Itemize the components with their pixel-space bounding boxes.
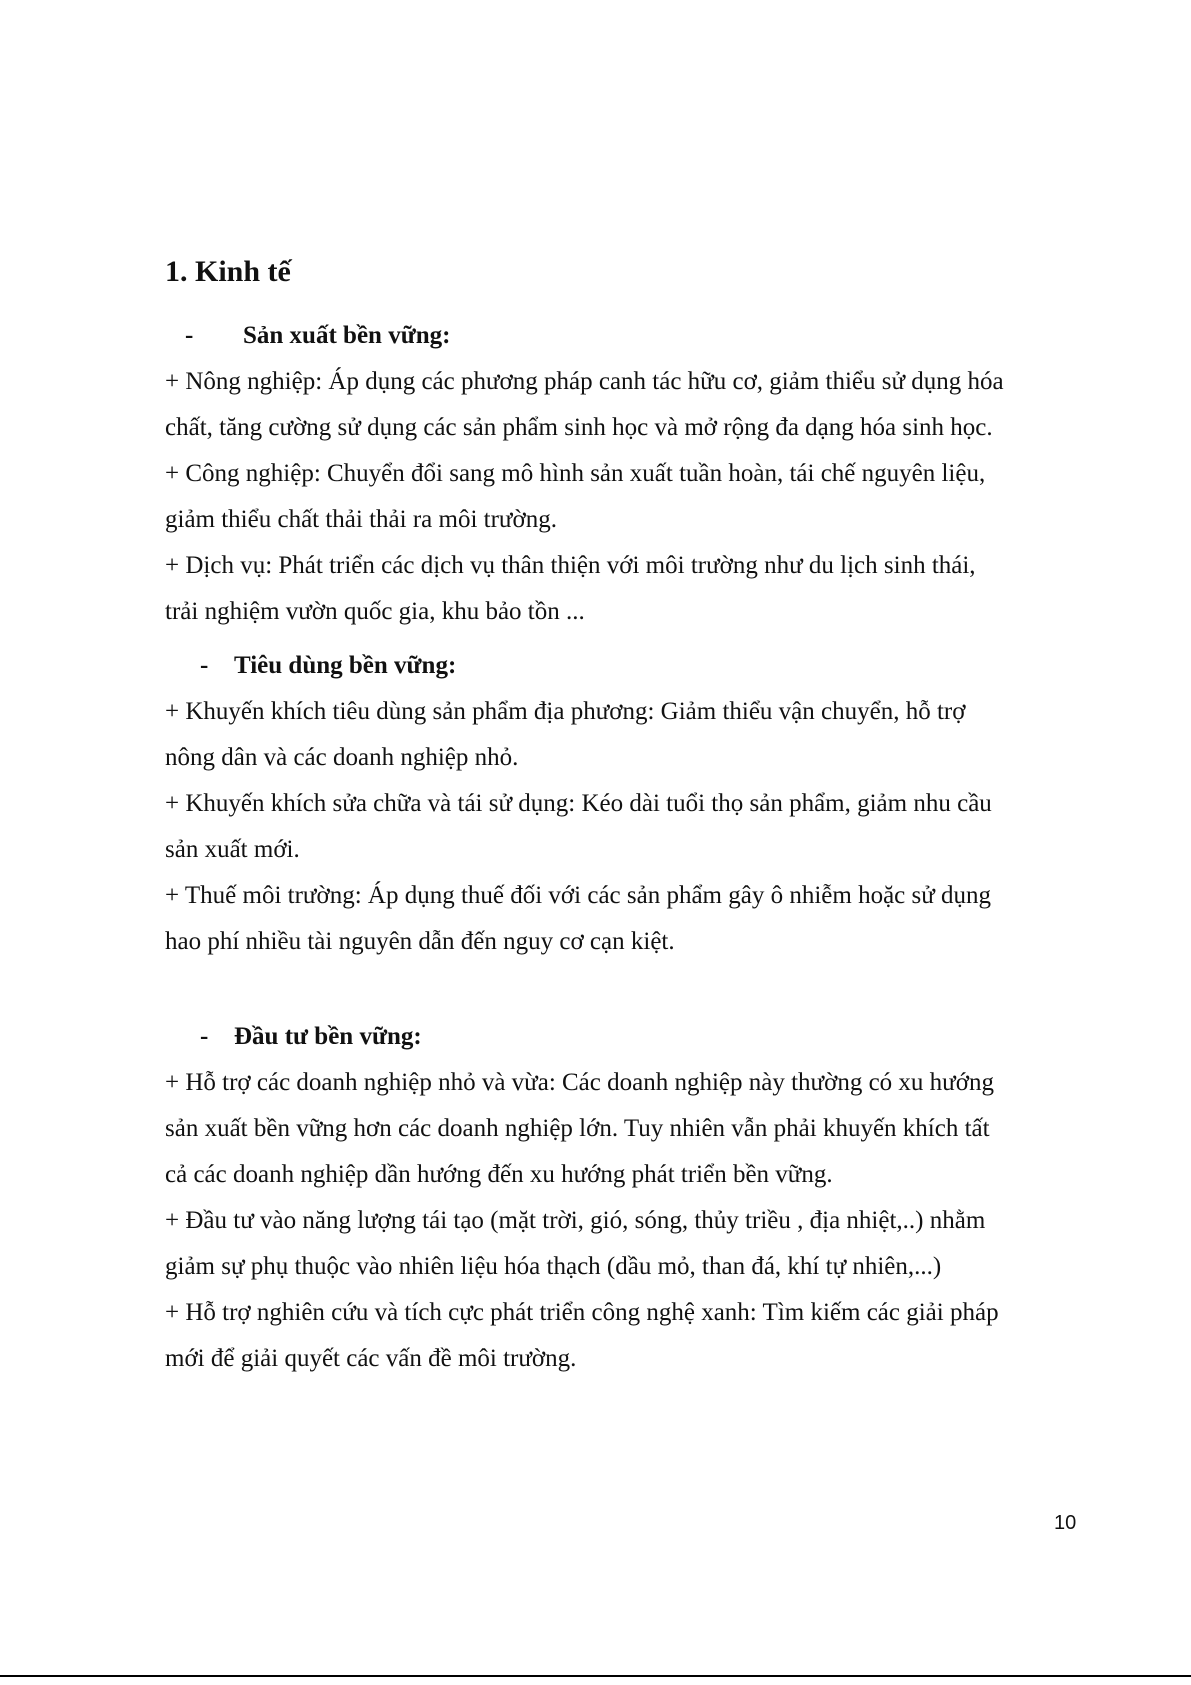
paragraph-line: + Hỗ trợ các doanh nghiệp nhỏ và vừa: Các doanh nghiệp này thường có xu hướng: [165, 1069, 994, 1096]
paragraph-line: cả các doanh nghiệp dần hướng đến xu hướng phát triển bền vững.: [165, 1161, 833, 1188]
paragraph-line: + Khuyến khích tiêu dùng sản phẩm địa phương: Giảm thiểu vận chuyển, hỗ trợ: [165, 698, 966, 725]
paragraph-line: trải nghiệm vườn quốc gia, khu bảo tồn ...: [165, 598, 585, 625]
section-heading: 1. Kinh tế: [165, 255, 291, 288]
paragraph-line: giảm thiểu chất thải thải ra môi trường.: [165, 506, 557, 533]
paragraph-line: giảm sự phụ thuộc vào nhiên liệu hóa thạch (dầu mỏ, than đá, khí tự nhiên,...): [165, 1253, 942, 1280]
subsection-title-text: Sản xuất bền vững:: [243, 322, 451, 349]
paragraph-line: chất, tăng cường sử dụng các sản phẩm sinh học và mở rộng đa dạng hóa sinh học.: [165, 414, 993, 441]
paragraph-line: + Dịch vụ: Phát triển các dịch vụ thân thiện với môi trường như du lịch sinh thái,: [165, 552, 976, 579]
page-number: 10: [1054, 1512, 1077, 1534]
paragraph-line: + Đầu tư vào năng lượng tái tạo (mặt trời, gió, sóng, thủy triều , địa nhiệt,..) nhằm: [165, 1207, 986, 1234]
paragraph-line: sản xuất mới.: [165, 836, 300, 863]
paragraph-line: + Khuyến khích sửa chữa và tái sử dụng: Kéo dài tuổi thọ sản phẩm, giảm nhu cầu: [165, 790, 992, 817]
subsection-title-text: Tiêu dùng bền vững:: [234, 652, 457, 679]
paragraph-line: sản xuất bền vững hơn các doanh nghiệp lớn. Tuy nhiên vẫn phải khuyến khích tất: [165, 1115, 990, 1142]
bullet-dash: -: [200, 652, 209, 679]
paragraph-line: nông dân và các doanh nghiệp nhỏ.: [165, 744, 519, 771]
paragraph-line: + Nông nghiệp: Áp dụng các phương pháp canh tác hữu cơ, giảm thiểu sử dụng hóa: [165, 368, 1004, 395]
paragraph-line: hao phí nhiều tài nguyên dẫn đến nguy cơ cạn kiệt.: [165, 928, 675, 955]
paragraph-line: + Công nghiệp: Chuyển đổi sang mô hình sản xuất tuần hoàn, tái chế nguyên liệu,: [165, 460, 986, 487]
paragraph-line: mới để giải quyết các vấn đề môi trường.: [165, 1345, 577, 1372]
subsection-title-sustainable-investment: [200, 1021, 422, 1053]
paragraph-line: + Thuế môi trường: Áp dụng thuế đối với các sản phẩm gây ô nhiễm hoặc sử dụng: [165, 882, 992, 909]
subsection-title-sustainable-consumption: [200, 650, 456, 682]
subsection-title-text: Đầu tư bền vững:: [234, 1023, 422, 1050]
page-bottom-divider: [0, 1675, 1191, 1677]
bullet-dash: -: [185, 322, 194, 349]
subsection-title-sustainable-production: [185, 320, 450, 352]
paragraph-line: + Hỗ trợ nghiên cứu và tích cực phát triển công nghệ xanh: Tìm kiếm các giải pháp: [165, 1299, 999, 1326]
bullet-dash: -: [200, 1023, 209, 1050]
